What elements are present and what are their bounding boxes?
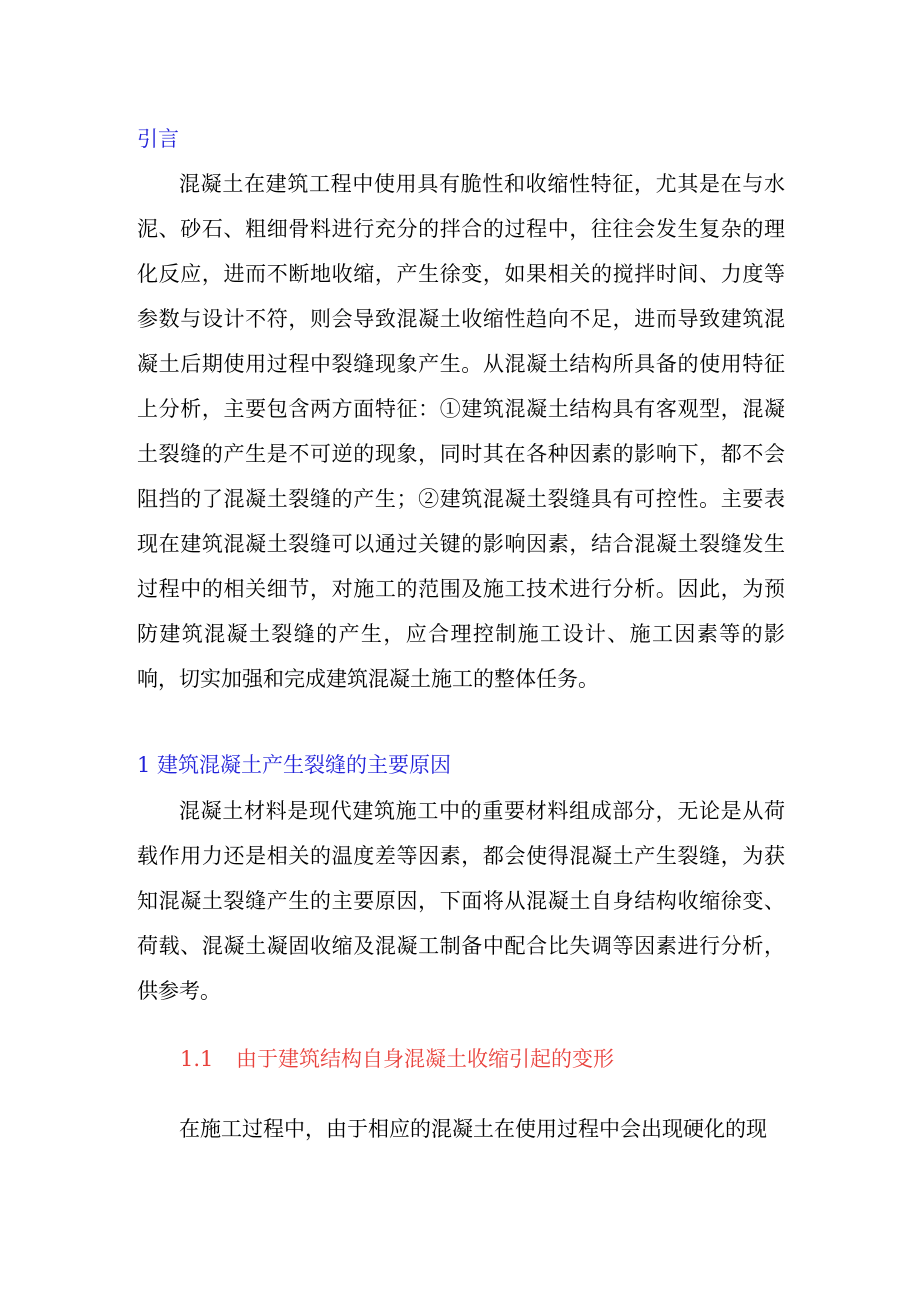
section-1-heading: 1 建筑混凝土产生裂缝的主要原因 [137,753,452,777]
intro-heading: 引言 [137,127,179,151]
section-1-1-number: 1.1 [180,1047,214,1071]
section-1-1-title: 由于建筑结构自身混凝土收缩引起的变形 [236,1047,614,1071]
section-1-1-heading [180,1046,614,1072]
intro-paragraph: 混凝土在建筑工程中使用具有脆性和收缩性特征，尤其是在与水泥、砂石、粗细骨料进行充分的拌合的过程中，往往会发生复杂的理化反应，进而不断地收缩，产生徐变，如果相关的搅拌时间、力度等参数与设计不符，则会导致混凝土收缩性趋向不足，进而导致建筑混凝土后期使用过程中裂缝现象产生。从混凝土结构所具备的使用特征上分析，主要包含两方面特征：①建筑混凝土结构具有客观型，混凝土裂缝的产生是不可逆的现象，同时其在各种因素的影响下，都不会阻挡的了混凝土裂缝的产生；②建筑混凝土裂缝具有可控性。主要表现在建筑混凝土裂缝可以通过关键的影响因素，结合混凝土裂缝发生过程中的相关细节，对施工的范围及施工技术进行分析。因此，为预防建筑混凝土裂缝的产生，应合理控制施工设计、施工因素等的影响，切实加强和完成建筑混凝土施工的整体任务。 [137,172,785,691]
section-1-1-paragraph: 在施工过程中，由于相应的混凝土在使用过程中会出现硬化的现 [179,1117,767,1141]
section-1-paragraph: 混凝土材料是现代建筑施工中的重要材料组成部分，无论是从荷载作用力还是相关的温度差等因素，都会使得混凝土产生裂缝，为获知混凝土裂缝产生的主要原因，下面将从混凝土自身结构收缩徐变、荷载、混凝土凝固收缩及混凝工制备中配合比失调等因素进行分析，供参考。 [137,799,785,1003]
